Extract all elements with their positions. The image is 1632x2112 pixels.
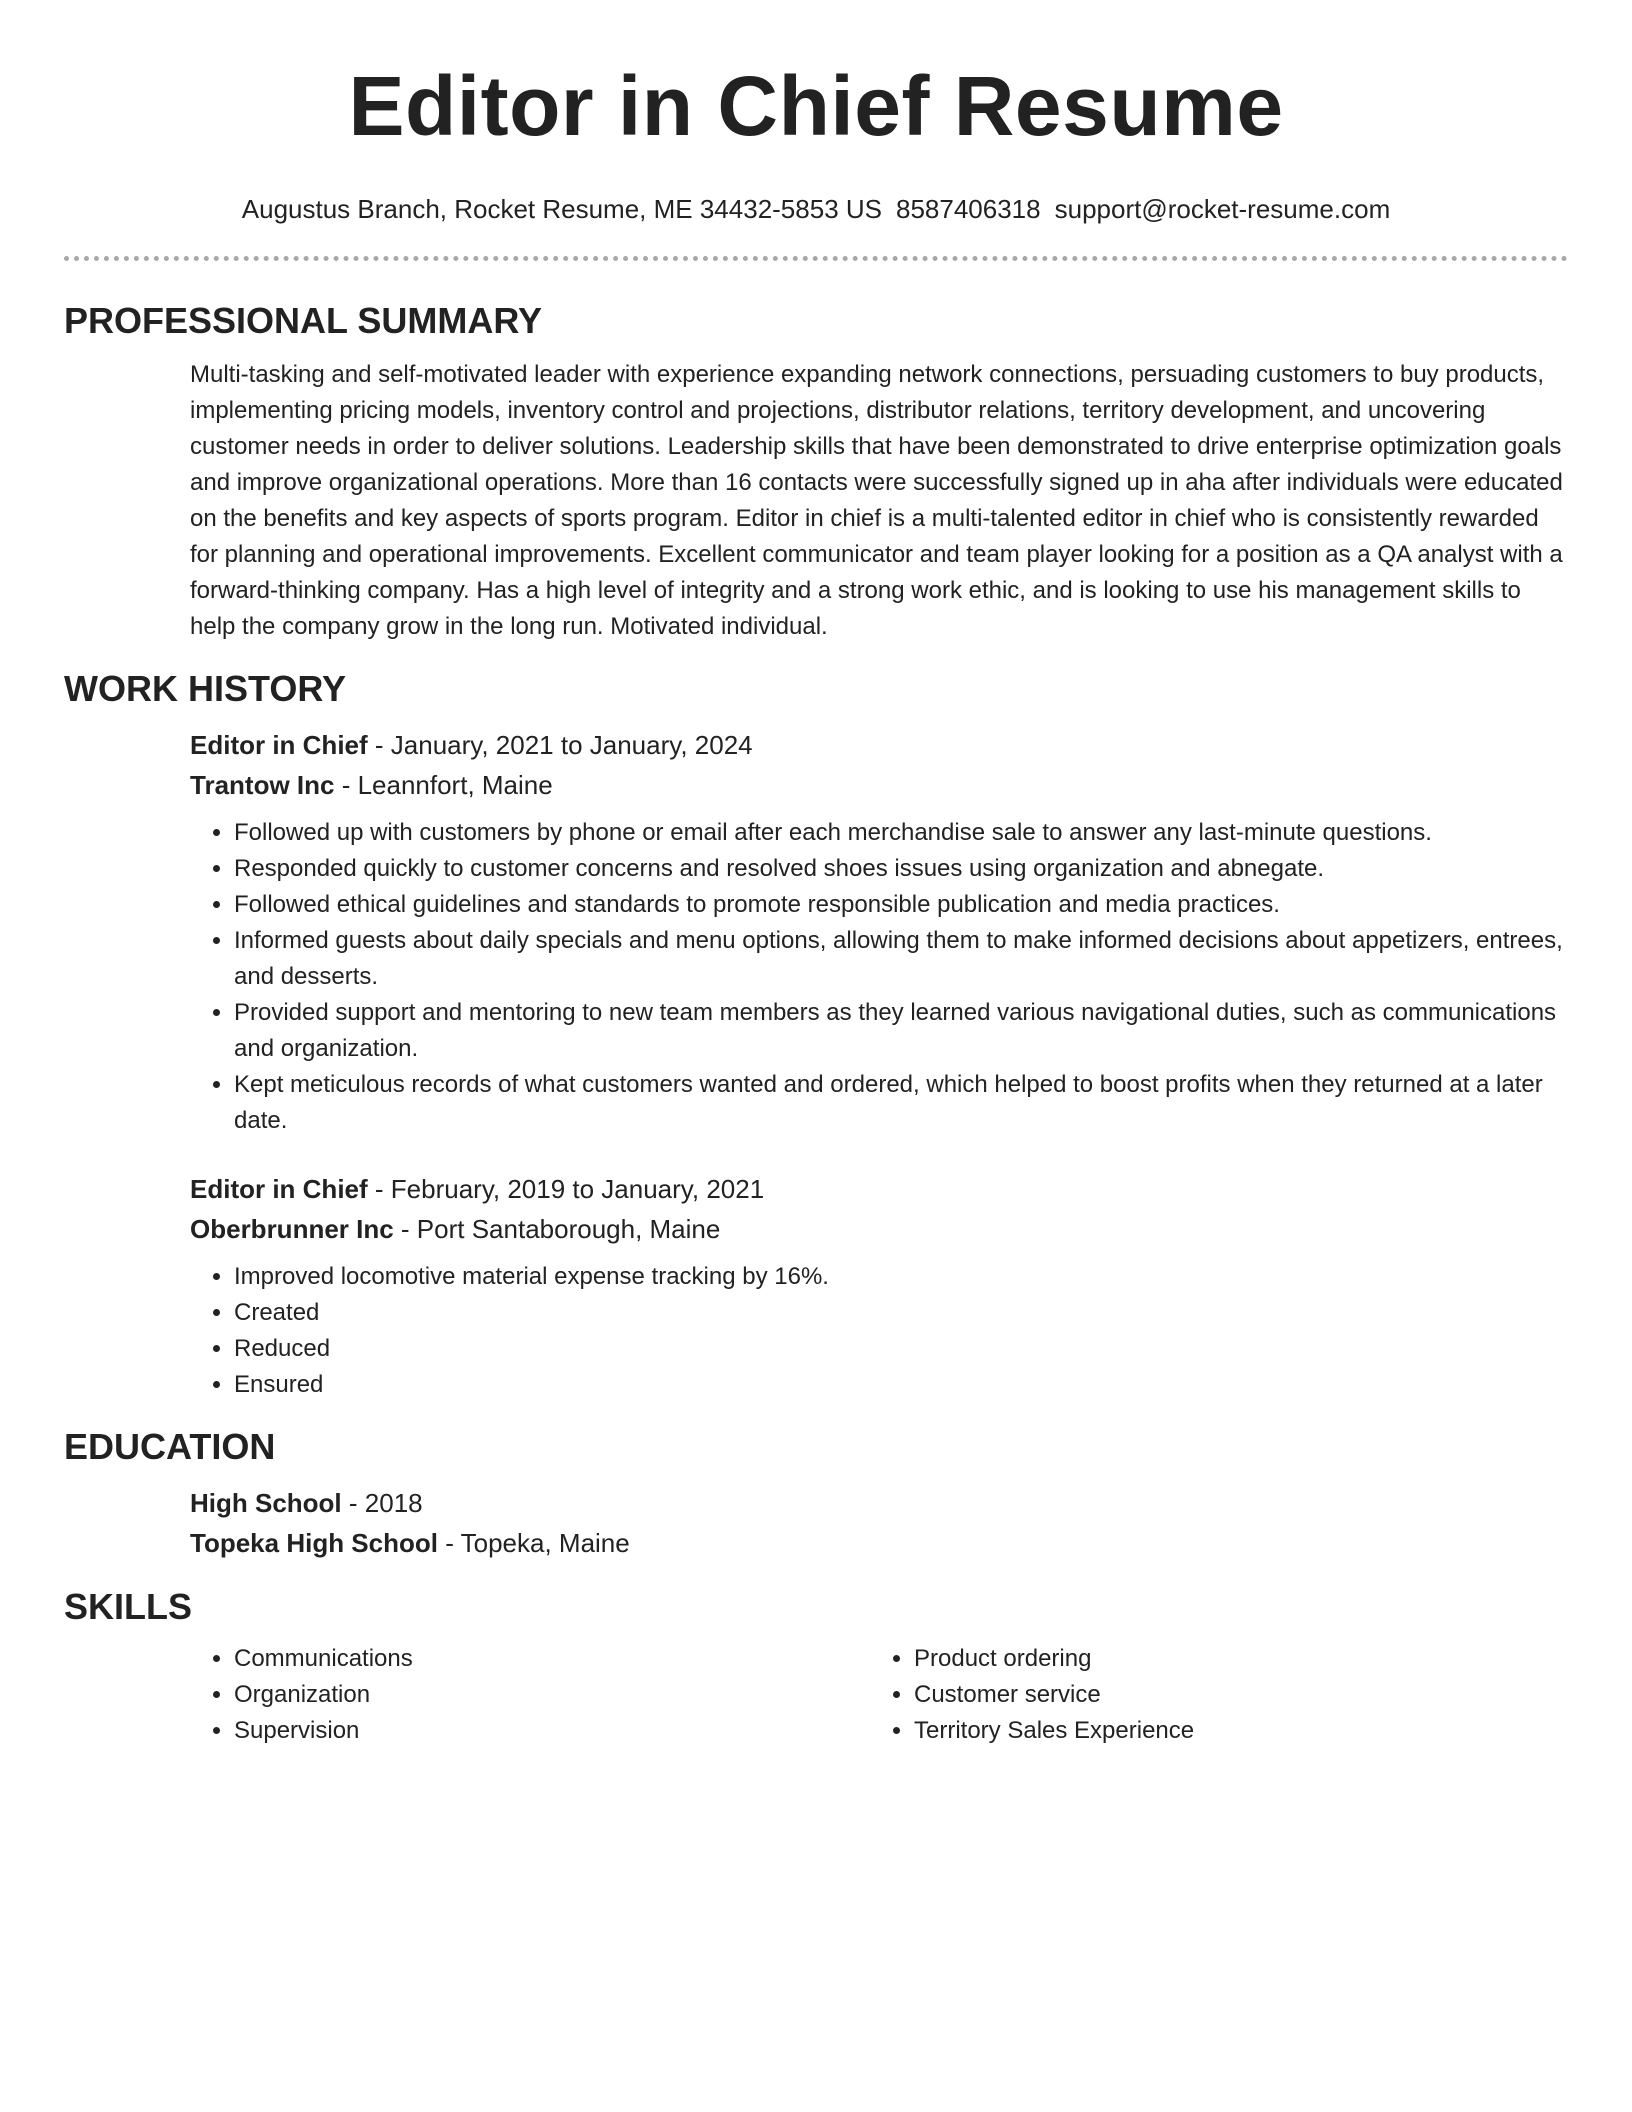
job-dates: - January, 2021 to January, 2024: [367, 730, 753, 760]
skills-column-left: [190, 1641, 870, 1749]
job-bullets: [190, 815, 1568, 1139]
section-skills: [64, 1585, 1568, 1749]
education-school-line: [190, 1523, 1568, 1563]
education-school: Topeka High School: [190, 1528, 438, 1558]
job-location: - Leannfort, Maine: [334, 770, 553, 800]
list-item: • Responded quickly to customer concerns and resolved shoes issues using organization and abnegate.: [234, 851, 1568, 887]
section-heading: PROFESSIONAL SUMMARY: [64, 300, 543, 341]
education-entry: [190, 1483, 1568, 1563]
list-item: • Kept meticulous records of what customers wanted and ordered, which helped to boost profits when they returned at a later date.: [234, 1067, 1568, 1139]
education-location: - Topeka, Maine: [437, 1528, 630, 1558]
job-bullets: [190, 1259, 1568, 1403]
summary-text: Multi-tasking and self-motivated leader with experience expanding network connections, persuading customers to buy products, implementing pricing models, inventory control and projections, distributor relations, territory development, and uncovering customer needs in order to deliver solutions. Leadership skills that have been demonstrated to drive enterprise optimization goals and improve organizational operations. More than 16 contacts were successfully signed up in aha after individuals were educated on the benefits and key aspects of sports program. Editor in chief is a multi-talented editor in chief who is consistently rewarded for planning and operational improvements. Excellent communicator and team player looking for a position as a QA analyst with a forward-thinking company. Has a high level of integrity and a strong work ethic, and is looking to use his management skills to help the company grow in the long run. Motivated individual.: [190, 361, 1563, 640]
list-item: • Provided support and mentoring to new team members as they learned various navigational duties, such as communications and organization.: [234, 995, 1568, 1067]
skill-item: • Communications: [234, 1641, 870, 1677]
education-degree-line: [190, 1483, 1568, 1523]
list-item: • Created: [234, 1295, 1568, 1331]
job-title-line: [190, 1169, 1568, 1209]
education-year: - 2018: [341, 1488, 423, 1518]
skill-item: • Organization: [234, 1677, 870, 1713]
job-title: Editor in Chief: [190, 730, 368, 760]
job-dates: - February, 2019 to January, 2021: [367, 1174, 765, 1204]
skill-item: • Product ordering: [914, 1641, 1550, 1677]
contact-phone: 8587406318: [896, 194, 1041, 224]
job-company-line: [190, 765, 1568, 805]
list-item: • Followed up with customers by phone or email after each merchandise sale to answer any last-minute questions.: [234, 815, 1568, 851]
resume-page: [64, 0, 1568, 1749]
contact-address: Augustus Branch, Rocket Resume, ME 34432-5853 US: [241, 194, 882, 224]
list-item: • Ensured: [234, 1367, 1568, 1403]
education-degree: High School: [190, 1488, 342, 1518]
skills-column-right: [870, 1641, 1550, 1749]
job-company: Trantow Inc: [190, 770, 335, 800]
job-title: Editor in Chief: [190, 1174, 368, 1204]
section-heading: WORK HISTORY: [64, 668, 347, 709]
list-item: • Improved locomotive material expense tracking by 16%.: [234, 1259, 1568, 1295]
job-entry: [190, 1169, 1568, 1403]
contact-line: [64, 192, 1568, 226]
resume-title: Editor in Chief Resume: [348, 59, 1284, 153]
section-education: [64, 1425, 1568, 1563]
contact-email: support@rocket-resume.com: [1054, 194, 1391, 224]
list-item: • Informed guests about daily specials and menu options, allowing them to make informed decisions about appetizers, entrees, and desserts.: [234, 923, 1568, 995]
skill-item: • Supervision: [234, 1713, 870, 1749]
header-divider: [64, 256, 1568, 261]
section-heading: EDUCATION: [64, 1426, 276, 1467]
section-professional-summary: [64, 299, 1568, 645]
list-item: • Reduced: [234, 1331, 1568, 1367]
skill-item: • Customer service: [914, 1677, 1550, 1713]
section-work-history: [64, 667, 1568, 1403]
skill-item: • Territory Sales Experience: [914, 1713, 1550, 1749]
job-title-line: [190, 725, 1568, 765]
skills-grid: [190, 1641, 1568, 1749]
section-heading: SKILLS: [64, 1586, 193, 1627]
job-entry: [190, 725, 1568, 1139]
job-company-line: [190, 1209, 1568, 1249]
list-item: • Followed ethical guidelines and standards to promote responsible publication and media practices.: [234, 887, 1568, 923]
job-location: - Port Santaborough, Maine: [393, 1214, 721, 1244]
job-company: Oberbrunner Inc: [190, 1214, 394, 1244]
